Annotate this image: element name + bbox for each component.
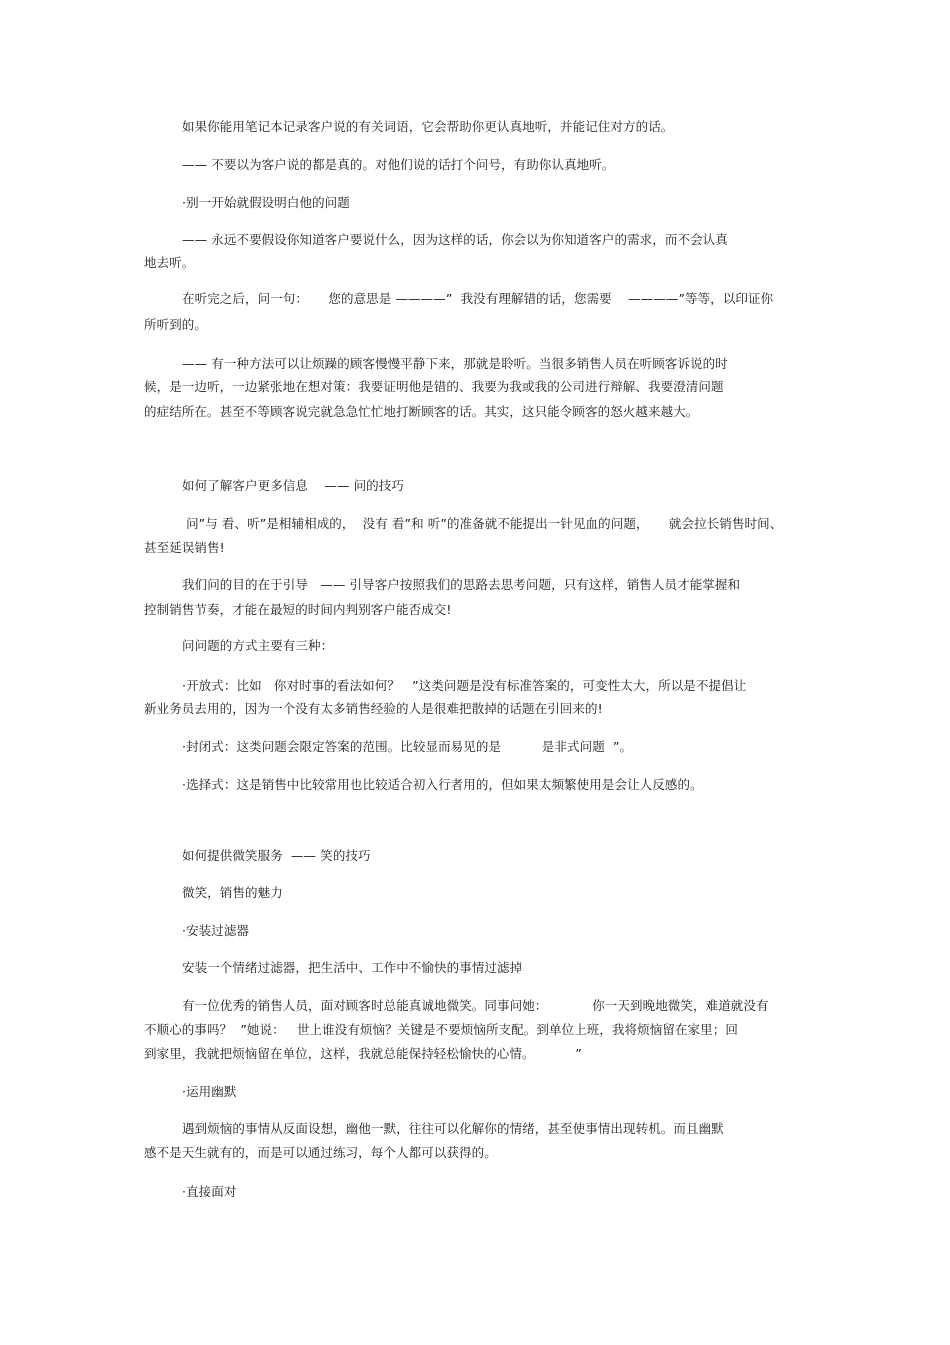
text-line: 到家里，我就把烦恼留在单位，这样，我就总能保持轻松愉快的心情。 ” [144, 1046, 582, 1061]
text-line: 有一位优秀的销售人员，面对顾客时总能真诚地微笑。同事问她： 你一天到晚地微笑，难道就没有 [182, 998, 769, 1013]
text-line: 遇到烦恼的事情从反面设想，幽他一默，往往可以化解你的情绪，甚至使事情出现转机。而且幽默 [182, 1121, 724, 1136]
text-line: 控制销售节奏，才能在最短的时间内判别客户能否成交! [144, 602, 452, 617]
text-line: ·直接面对 [182, 1184, 237, 1199]
text-line: —— 不要以为客户说的都是真的。对他们说的话打个问号，有助你认真地听。 [182, 157, 615, 172]
text-line: 问”与 看、听”是相辅相成的， 没有 看”和 听”的准备就不能提出一针见血的问题， 就会拉长销售时间、 [182, 516, 783, 531]
text-line: ·运用幽默 [182, 1084, 237, 1099]
text-line: 安装一个情绪过滤器，把生活中、工作中不愉快的事情过滤掉 [182, 960, 523, 975]
text-line: ·开放式：比如 你对时事的看法如何？ ”这类问题是没有标准答案的，可变性太大，所以是不提倡让 [182, 678, 747, 693]
text-line: 的症结所在。甚至不等顾客说完就急急忙忙地打断顾客的话。其实，这只能令顾客的怒火越来越大。 [144, 404, 699, 419]
text-line: ·封闭式：这类问题会限定答案的范围。比较显而易见的是 是非式问题 ”。 [182, 739, 633, 754]
text-line: 感不是天生就有的，而是可以通过练习，每个人都可以获得的。 [144, 1145, 497, 1160]
text-line: ·安装过滤器 [182, 923, 250, 938]
text-line: —— 永远不要假设你知道客户要说什么，因为这样的话，你会以为你知道客户的需求，而不会认真 [182, 232, 728, 247]
text-line: ·选择式：这是销售中比较常用也比较适合初入行者用的，但如果太频繁使用是会让人反感的。 [182, 777, 703, 792]
text-line: 问问题的方式主要有三种： [182, 638, 334, 653]
text-line: 如果你能用笔记本记录客户说的有关词语，它会帮助你更认真地听，并能记住对方的话。 [182, 119, 674, 134]
text-line: 我们问的目的在于引导 —— 引导客户按照我们的思路去思考问题，只有这样，销售人员才能掌握和 [182, 577, 741, 592]
section-heading: 如何提供微笑服务 —— 笑的技巧 [182, 848, 371, 863]
text-line: 候，是一边听，一边紧张地在想对策：我要证明他是错的、我要为我或我的公司进行辩解、我要澄清问题 [144, 379, 724, 394]
section-heading: 如何了解客户更多信息 —— 问的技巧 [182, 478, 404, 493]
text-line: 微笑，销售的魅力 [182, 885, 283, 900]
text-line: 新业务员去用的，因为一个没有太多销售经验的人是很难把散掉的话题在引回来的! [144, 701, 603, 716]
text-line: —— 有一种方法可以让烦躁的顾客慢慢平静下来，那就是聆听。当很多销售人员在听顾客诉说的时 [182, 356, 728, 371]
text-line: 地去听。 [144, 255, 195, 270]
text-line: ·别一开始就假设明白他的问题 [182, 195, 350, 210]
text-line: 所听到的。 [144, 317, 208, 332]
text-line: 在听完之后，问一句： 您的意思是 ————” 我没有理解错的话，您需要 ————”等等，以印证你 [182, 291, 774, 306]
text-line: 甚至延误销售! [144, 540, 225, 555]
text-line: 不顺心的事吗？ ”她说： 世上谁没有烦恼？关键是不要烦恼所支配。到单位上班，我将烦恼留在家里；回 [144, 1022, 738, 1037]
